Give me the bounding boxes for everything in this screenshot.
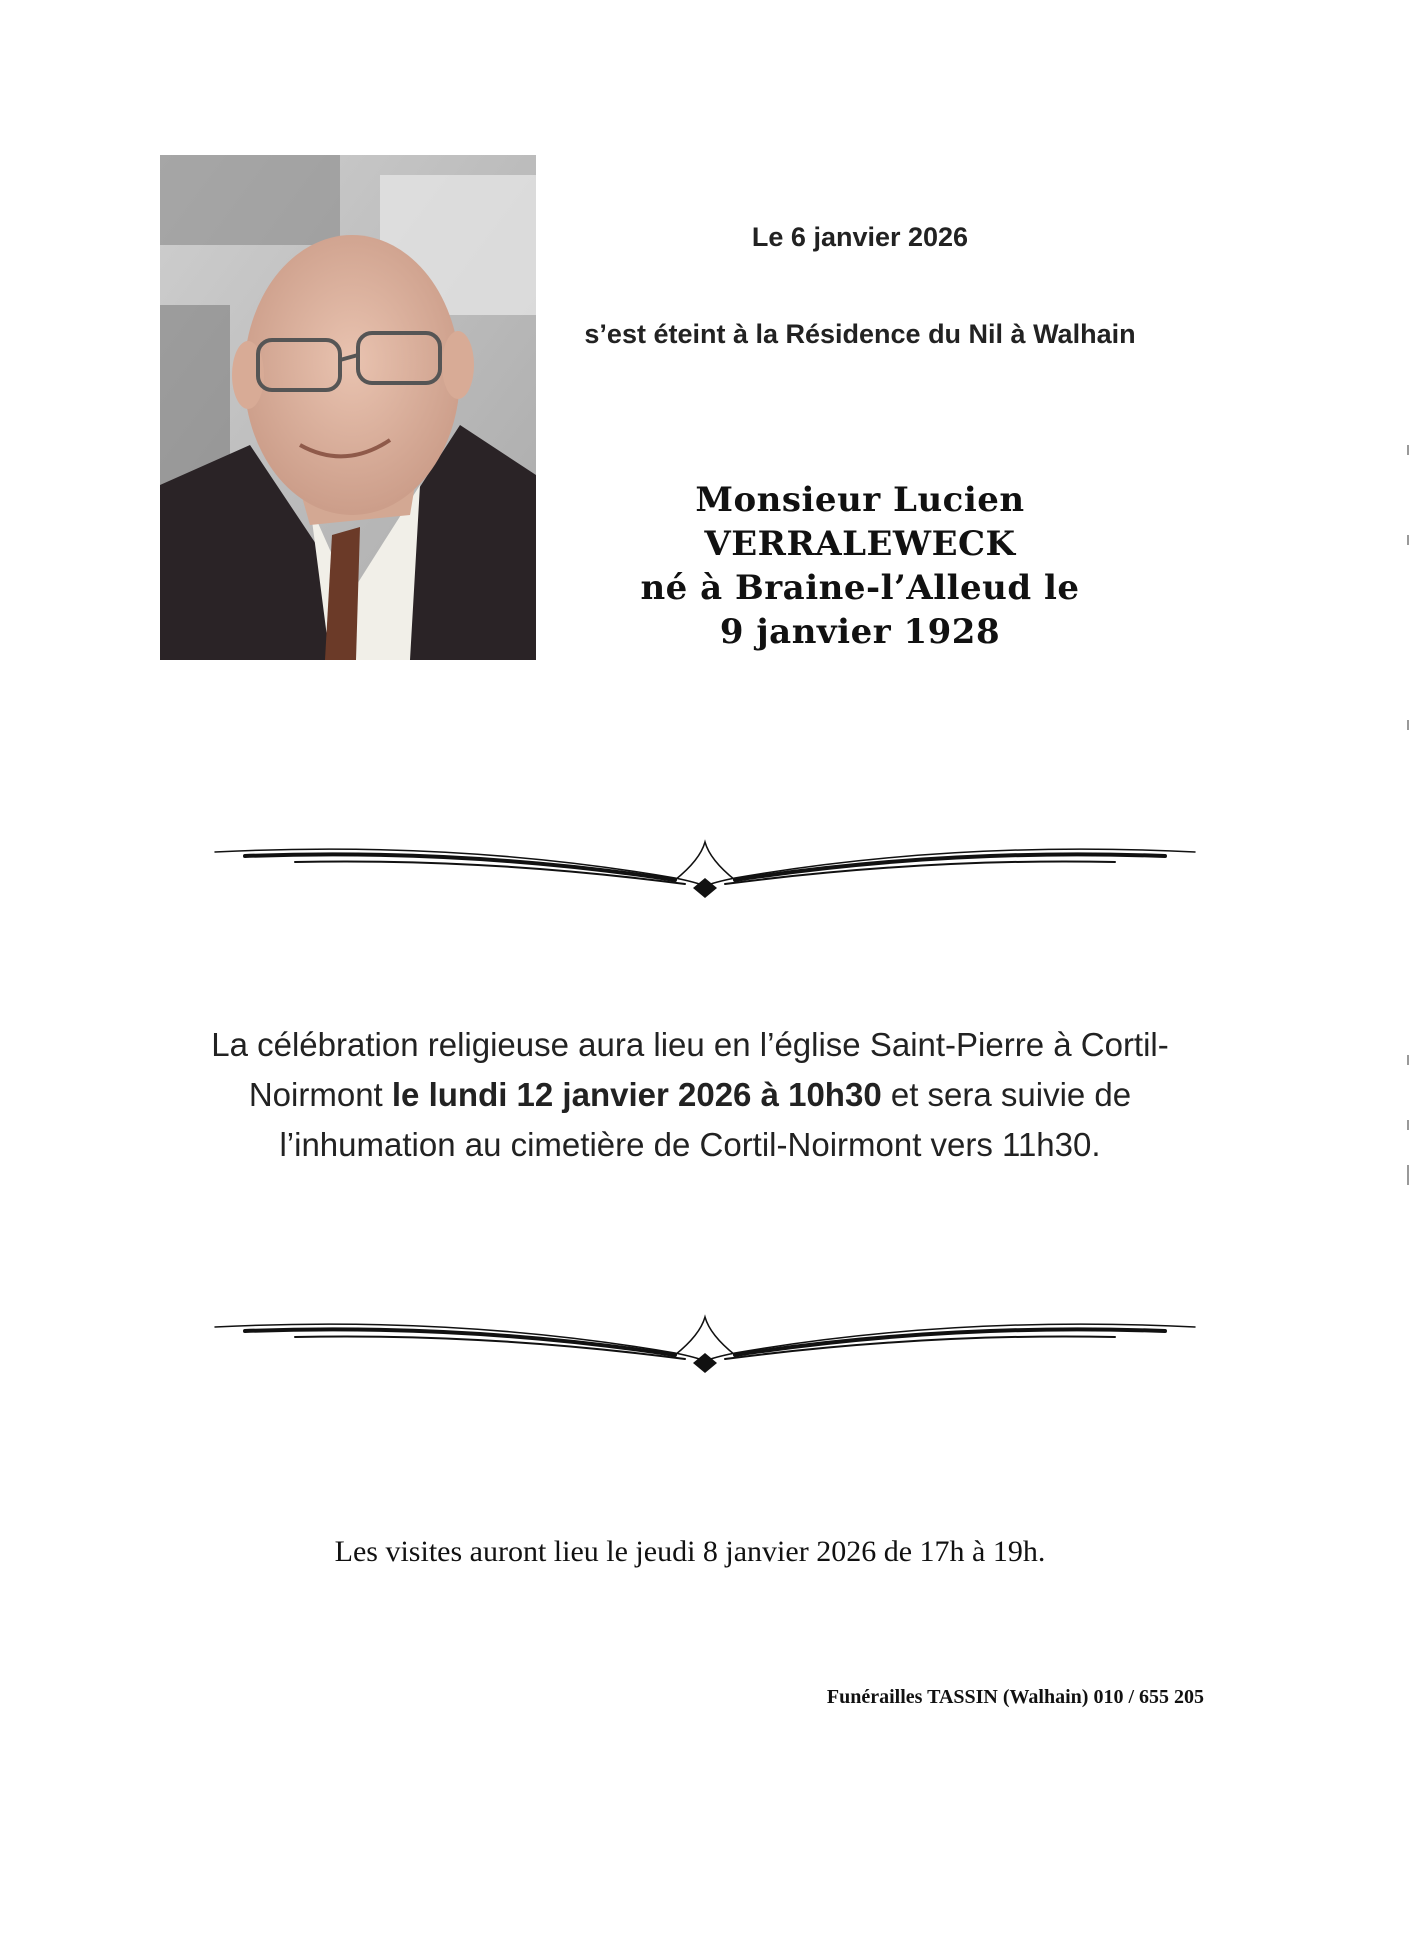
birthdate-line: 9 janvier 1928 <box>719 612 1001 652</box>
scan-mark <box>1407 1120 1409 1130</box>
ceremony-paragraph <box>160 1020 1220 1170</box>
scan-mark <box>1407 1055 1409 1065</box>
scan-mark <box>1407 445 1409 455</box>
visits-info: Les visites auront lieu le jeudi 8 janvier 2026 de 17h à 19h. <box>334 1535 1046 1568</box>
ornamental-divider <box>205 830 1205 900</box>
scan-mark <box>1407 535 1409 545</box>
ceremony-text-end: et sera suivie de l’inhumation au cimetière de Cortil-Noirmont vers 11h30. <box>279 1076 1132 1163</box>
ornamental-divider <box>205 1305 1205 1375</box>
funeral-home-footer: Funérailles TASSIN (Walhain) 010 / 655 205 <box>826 1686 1204 1708</box>
ceremony-date-highlight: le lundi 12 janvier 2026 à 10h30 <box>391 1076 882 1113</box>
birthplace-line: né à Braine-l’Alleud le <box>640 568 1080 608</box>
ceremony-text-start: La célébration religieuse aura lieu en l’église Saint-Pierre à Cortil-Noirmont <box>211 1026 1169 1113</box>
flourish-icon <box>205 830 1205 900</box>
residence-line: s’est éteint à la Résidence du Nil à Walhain <box>584 319 1136 349</box>
death-date: Le 6 janvier 2026 <box>751 222 969 252</box>
flourish-icon <box>205 1305 1205 1375</box>
name-line: Monsieur Lucien <box>695 480 1025 520</box>
portrait-illustration <box>160 155 536 660</box>
scan-mark <box>1407 1165 1409 1185</box>
portrait-photo <box>160 155 536 660</box>
scan-mark <box>1407 720 1409 730</box>
deceased-name-block <box>580 478 1140 654</box>
surname-line: VERRALEWECK <box>704 524 1016 564</box>
